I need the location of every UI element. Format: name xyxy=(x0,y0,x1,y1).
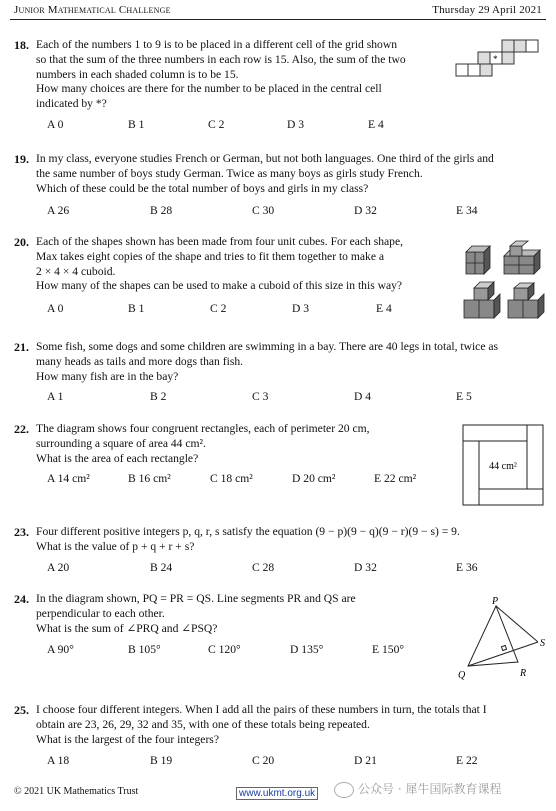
header-rule xyxy=(10,19,546,20)
option-c[interactable]: C 28 xyxy=(252,561,275,574)
question-number: 18. xyxy=(14,38,29,52)
answer-options xyxy=(0,754,556,770)
question-text xyxy=(36,38,456,112)
question-number: 21. xyxy=(14,340,29,354)
question-line: surrounding a square of area 44 cm². xyxy=(36,436,206,450)
question-line: The diagram shows four congruent rectangles, each of perimeter 20 cm, xyxy=(36,422,370,435)
question-text xyxy=(36,340,546,384)
answer-options xyxy=(0,204,556,220)
question-line: many heads as tails and more dogs than fish. xyxy=(36,354,244,368)
watermark xyxy=(334,780,501,798)
question-number: 25. xyxy=(14,703,29,717)
question-line: In the diagram shown, PQ = PR = QS. Line segments PR and QS are xyxy=(36,592,356,605)
option-e[interactable]: E 22 cm² xyxy=(374,472,417,485)
question-line: Each of the shapes shown has been made from four unit cubes. For each shape, xyxy=(36,235,404,248)
option-b[interactable]: B 105° xyxy=(128,643,161,656)
question-text xyxy=(36,525,546,555)
wechat-icon xyxy=(334,782,354,798)
square-area-label: 44 cm² xyxy=(489,461,517,472)
point-p-label: P xyxy=(492,596,499,607)
cube-shape xyxy=(466,246,490,274)
question-line: How many of the shapes can be used to make a cuboid of this size in this way? xyxy=(36,279,403,293)
option-d[interactable]: D 3 xyxy=(287,118,305,131)
question-line: numbers in each shaded column is to be 15. xyxy=(36,67,239,81)
question-line: indicated by *? xyxy=(36,97,107,111)
option-c[interactable]: C 20 xyxy=(252,754,275,767)
question-line: Which of these could be the total number of boys and girls in my class? xyxy=(36,181,369,195)
option-a[interactable]: A 0 xyxy=(47,118,64,131)
option-d[interactable]: D 135° xyxy=(290,643,324,656)
option-e[interactable]: E 150° xyxy=(372,643,405,656)
question-line: Each of the numbers 1 to 9 is to be placed in a different cell of the grid shown xyxy=(36,38,398,51)
footer-copyright: © 2021 UK Mathematics Trust xyxy=(14,786,139,797)
option-b[interactable]: B 24 xyxy=(150,561,173,574)
option-a[interactable]: A 14 cm² xyxy=(47,472,90,485)
option-e[interactable]: E 22 xyxy=(456,754,478,767)
option-c[interactable]: C 2 xyxy=(208,118,225,131)
option-c[interactable]: C 2 xyxy=(210,302,227,315)
watermark-text: 公众号 · 犀牛国际教育课程 xyxy=(358,782,502,796)
question-number: 24. xyxy=(14,592,29,606)
option-b[interactable]: B 2 xyxy=(150,390,167,403)
question-line: How many fish are in the bay? xyxy=(36,369,179,383)
question-line: the same number of boys study German. Twice as many boys as girls study French. xyxy=(36,166,423,180)
option-b[interactable]: B 16 cm² xyxy=(128,472,171,485)
question-line: 2 × 4 × 4 cuboid. xyxy=(36,264,116,278)
option-a[interactable]: A 18 xyxy=(47,754,70,767)
option-a[interactable]: A 90° xyxy=(47,643,74,656)
option-b[interactable]: B 19 xyxy=(150,754,173,767)
question-number: 23. xyxy=(14,525,29,539)
option-a[interactable]: A 26 xyxy=(47,204,70,217)
footer-url-box[interactable] xyxy=(236,783,318,801)
cube-shape xyxy=(504,241,540,274)
question-number: 20. xyxy=(14,235,29,249)
question-text xyxy=(36,422,456,466)
question-line: obtain are 23, 26, 29, 32 and 35, with one of these totals being repeated. xyxy=(36,717,370,731)
question-text xyxy=(36,592,436,636)
rectangles-figure xyxy=(462,424,544,506)
question-text xyxy=(36,703,546,747)
header-date: Thursday 29 April 2021 xyxy=(432,4,542,16)
option-d[interactable]: D 3 xyxy=(292,302,310,315)
option-c[interactable]: C 3 xyxy=(252,390,269,403)
cube-shape xyxy=(508,283,544,318)
answer-options xyxy=(0,118,556,134)
option-e[interactable]: E 5 xyxy=(456,390,472,403)
cube-shape xyxy=(464,282,500,318)
option-c[interactable]: C 18 cm² xyxy=(210,472,253,485)
question-number: 22. xyxy=(14,422,29,436)
question-line: What is the area of each rectangle? xyxy=(36,451,199,465)
option-d[interactable]: D 32 xyxy=(354,561,377,574)
question-text xyxy=(36,152,546,196)
option-c[interactable]: C 120° xyxy=(208,643,241,656)
point-s-label: S xyxy=(540,638,545,649)
option-b[interactable]: B 1 xyxy=(128,118,145,131)
option-d[interactable]: D 21 xyxy=(354,754,377,767)
grid-figure xyxy=(454,38,544,80)
question-line: How many choices are there for the number to be placed in the central cell xyxy=(36,82,382,96)
answer-options xyxy=(0,390,556,406)
option-a[interactable]: A 0 xyxy=(47,302,64,315)
option-a[interactable]: A 1 xyxy=(47,390,64,403)
cube-shapes-figure xyxy=(458,238,548,324)
question-line: In my class, everyone studies French or German, but not both languages. One third of the girls and xyxy=(36,152,494,165)
option-d[interactable]: D 4 xyxy=(354,390,372,403)
footer-url-link[interactable]: www.ukmt.org.uk xyxy=(236,787,318,800)
question-line: perpendicular to each other. xyxy=(36,606,165,620)
question-line: I choose four different integers. When I add all the pairs of these numbers in turn, the totals that I xyxy=(36,703,487,716)
option-a[interactable]: A 20 xyxy=(47,561,70,574)
question-line: Four different positive integers p, q, r, s satisfy the equation (9 − p)(9 − q)(9 − r)(9 − s) = 9. xyxy=(36,525,460,538)
option-e[interactable]: E 34 xyxy=(456,204,478,217)
answer-options xyxy=(0,561,556,577)
question-line: Max takes eight copies of the shape and tries to fit them together to make a xyxy=(36,249,385,263)
option-b[interactable]: B 1 xyxy=(128,302,145,315)
question-line: What is the largest of the four integers? xyxy=(36,732,219,746)
question-line: so that the sum of the three numbers in each row is 15. Also, the sum of the two xyxy=(36,52,406,66)
option-e[interactable]: E 4 xyxy=(376,302,392,315)
option-d[interactable]: D 20 cm² xyxy=(292,472,336,485)
grid-center-mark: * xyxy=(493,54,498,64)
triangle-figure xyxy=(452,594,548,682)
question-line: Some fish, some dogs and some children are swimming in a bay. There are 40 legs in total, twice as xyxy=(36,340,499,353)
option-c[interactable]: C 30 xyxy=(252,204,275,217)
point-r-label: R xyxy=(520,668,527,679)
option-e[interactable]: E 36 xyxy=(456,561,478,574)
question-text xyxy=(36,235,456,294)
question-number: 19. xyxy=(14,152,29,166)
header-title: Junior Mathematical Challenge xyxy=(14,4,171,16)
option-d[interactable]: D 32 xyxy=(354,204,377,217)
question-line: What is the sum of ∠PRQ and ∠PSQ? xyxy=(36,621,218,635)
option-b[interactable]: B 28 xyxy=(150,204,173,217)
option-e[interactable]: E 4 xyxy=(368,118,384,131)
point-q-label: Q xyxy=(458,670,466,681)
question-line: What is the value of p + q + r + s? xyxy=(36,539,195,553)
